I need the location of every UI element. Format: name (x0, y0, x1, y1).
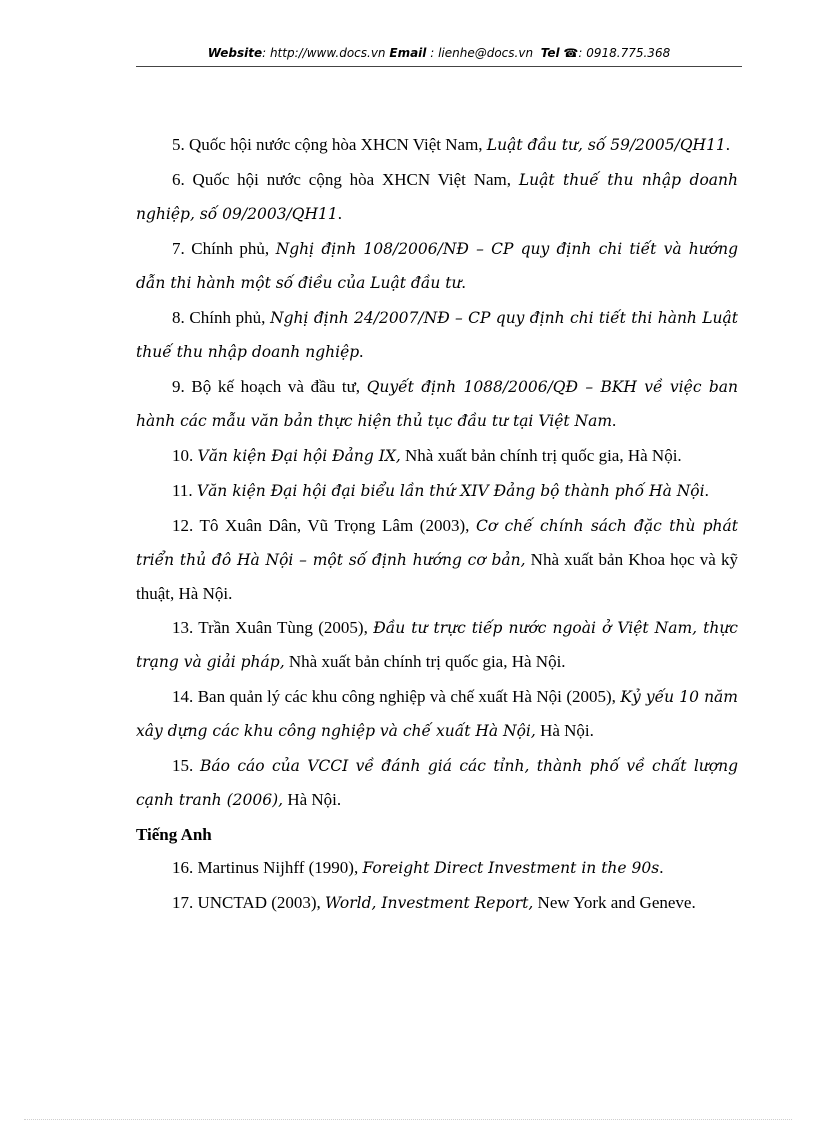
reference-item: 16. Martinus Nijhff (1990), Foreight Direct Investment in the 90s. (172, 858, 664, 877)
footer-dotted-line (24, 1119, 792, 1120)
email-label: Email (389, 46, 427, 60)
reference-item: 15. Báo cáo của VCCI về đánh giá các tỉnh, thành phố về chất lượng cạnh tranh (2006), Hà Nội. (136, 756, 738, 809)
reference-list (136, 128, 738, 921)
page-header (136, 46, 742, 66)
tel-value: : 0918.775.368 (578, 46, 671, 60)
website-value: : http://www.docs.vn (262, 46, 386, 60)
reference-item: 10. Văn kiện Đại hội Đảng IX, Nhà xuất bản chính trị quốc gia, Hà Nội. (172, 446, 682, 465)
reference-item: 17. UNCTAD (2003), World, Investment Report, New York and Geneve. (172, 893, 696, 912)
reference-item: 13. Trần Xuân Tùng (2005), Đầu tư trực tiếp nước ngoài ở Việt Nam, thực trạng và giải pháp, Nhà xuất bản chính trị quốc gia, Hà Nội. (136, 618, 738, 671)
reference-item: 12. Tô Xuân Dân, Vũ Trọng Lâm (2003), Cơ chế chính sách đặc thù phát triển thủ đô Hà Nội – một số định hướng cơ bản, Nhà xuất bản Khoa học và kỹ thuật, Hà Nội. (136, 516, 739, 603)
phone-icon: ☎ (563, 46, 579, 60)
reference-item: 7. Chính phủ, Nghị định 108/2006/NĐ – CP quy định chi tiết và hướng dẫn thi hành một số điều của Luật đầu tư. (136, 239, 738, 292)
reference-item: 6. Quốc hội nước cộng hòa XHCN Việt Nam, Luật thuế thu nhập doanh nghiệp, số 09/2003/QH11. (136, 170, 739, 223)
section-heading-english: Tiếng Anh (136, 825, 212, 844)
website-label: Website (207, 46, 263, 60)
reference-item: 14. Ban quản lý các khu công nghiệp và chế xuất Hà Nội (2005), Kỷ yếu 10 năm xây dựng các khu công nghiệp và chế xuất Hà Nội, Hà Nội. (136, 687, 738, 740)
reference-item: 11. Văn kiện Đại hội đại biểu lần thứ XIV Đảng bộ thành phố Hà Nội. (172, 481, 709, 500)
reference-item: 5. Quốc hội nước cộng hòa XHCN Việt Nam, Luật đầu tư, số 59/2005/QH11. (172, 135, 731, 154)
reference-item: 8. Chính phủ, Nghị định 24/2007/NĐ – CP quy định chi tiết thi hành Luật thuế thu nhập doanh nghiệp. (136, 308, 739, 361)
reference-item: 9. Bộ kế hoạch và đầu tư, Quyết định 1088/2006/QĐ – BKH về việc ban hành các mẫu văn bản thực hiện thủ tục đầu tư tại Việt Nam. (136, 377, 738, 430)
email-value: : lienhe@docs.vn (426, 46, 534, 60)
header-divider (136, 66, 742, 67)
tel-label: Tel (540, 46, 560, 60)
